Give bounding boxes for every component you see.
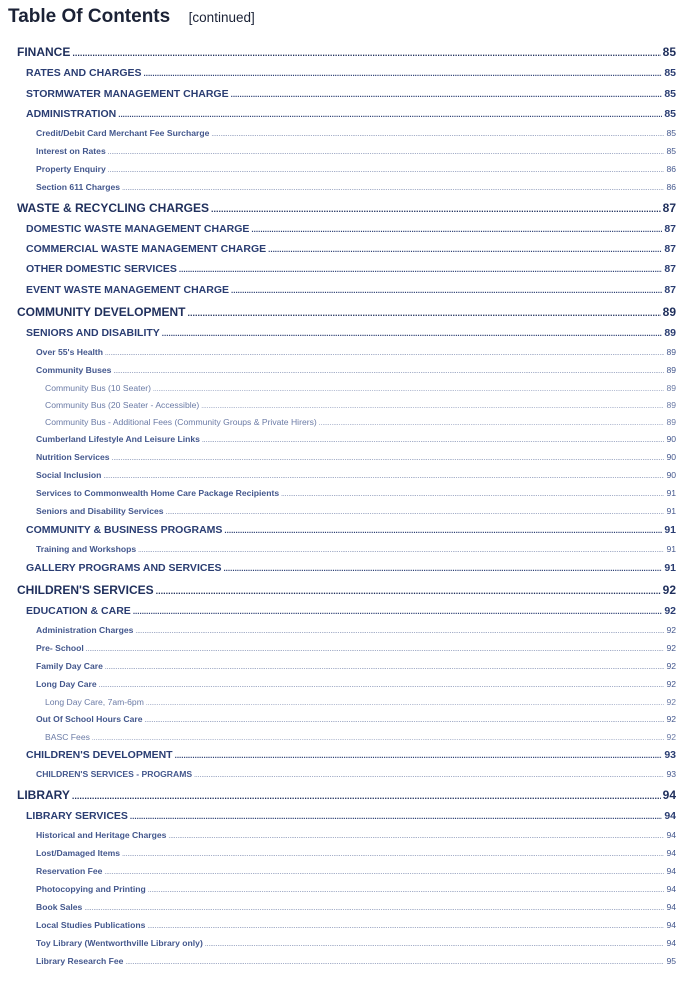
toc-entry-page-number: 95 [666,956,676,966]
toc-entry-label: Seniors and Disability Services [36,506,164,516]
toc-entry[interactable] [0,400,676,410]
toc-entry-page-number: 87 [662,201,676,215]
dot-leader [108,167,665,174]
toc-entry[interactable] [0,920,676,930]
toc-entry-page-number: 87 [664,243,676,255]
dot-leader [104,869,664,876]
toc-entry-page-number: 93 [666,769,676,779]
toc-entry-label: Lost/Damaged Items [36,848,121,858]
toc-entry-label: Community Bus - Additional Fees (Community Groups & Private Hirers) [45,417,317,427]
toc-entry-page-number: 89 [664,327,676,339]
toc-entry-page-number: 85 [666,128,676,138]
dot-leader [72,791,661,801]
toc-entry[interactable] [0,108,676,120]
dot-leader [187,308,660,318]
toc-entry-label: Community Bus (10 Seater) [45,383,152,393]
toc-entry-label: Interest on Rates [36,146,106,156]
toc-entry-page-number: 92 [662,583,676,597]
dot-leader [205,941,665,948]
dot-leader [118,110,662,119]
toc-entry[interactable] [0,223,676,235]
toc-entry[interactable] [0,452,676,462]
dot-leader [162,329,663,338]
toc-entry[interactable] [0,128,676,138]
toc-entry[interactable] [0,956,676,966]
page-title: Table Of Contents [8,6,171,27]
toc-entry-page-number: 85 [664,108,676,120]
dot-leader [133,607,663,616]
toc-entry-label: Toy Library (Wentworthville Library only) [36,938,203,948]
toc-entry-page-number: 93 [664,749,676,761]
dot-leader [251,225,662,234]
toc-entry[interactable] [0,182,676,192]
toc-entry-page-number: 91 [666,544,676,554]
toc-entry[interactable] [0,164,676,174]
toc-entry[interactable] [0,488,676,498]
toc-entry-label: Community Buses [36,365,112,375]
dot-leader [223,564,662,573]
toc-entry[interactable] [0,788,676,802]
dot-leader [201,403,664,410]
toc-entry-page-number: 85 [664,67,676,79]
toc-entry-page-number: 89 [666,417,676,427]
toc-entry-label: STORMWATER MANAGEMENT CHARGE [26,88,229,100]
toc-entry[interactable] [0,45,676,59]
toc-entry-label: Photocopying and Printing [36,884,146,894]
toc-entry[interactable] [0,470,676,480]
toc-entry-page-number: 91 [664,562,676,574]
toc-entry-label: Training and Workshops [36,544,137,554]
toc-entry[interactable] [0,506,676,516]
toc-entry-page-number: 94 [666,884,676,894]
toc-entry-label: COMMUNITY & BUSINESS PROGRAMS [26,524,223,536]
toc-entry[interactable] [0,263,676,275]
dot-leader [105,664,665,671]
toc-entry-label: GALLERY PROGRAMS AND SERVICES [26,562,222,574]
toc-entry-page-number: 86 [666,164,676,174]
toc-entry-page-number: 89 [666,400,676,410]
toc-entry[interactable] [0,284,676,296]
dot-leader [211,131,664,138]
toc-entry-label: DOMESTIC WASTE MANAGEMENT CHARGE [26,223,250,235]
page-subtitle: [continued] [188,10,255,25]
toc-entry-label: Over 55's Health [36,347,104,357]
toc-entry-page-number: 94 [666,902,676,912]
dot-leader [231,90,663,99]
toc-entry-page-number: 90 [666,434,676,444]
toc-entry[interactable] [0,938,676,948]
toc-entry-label: Long Day Care, 7am-6pm [45,697,144,707]
toc-entry[interactable] [0,714,676,724]
toc-entry-page-number: 94 [664,810,676,822]
toc-entry-page-number: 90 [666,470,676,480]
dot-leader [231,286,662,295]
dot-leader [194,772,664,779]
dot-leader [144,69,663,78]
toc-entry-page-number: 89 [666,365,676,375]
dot-leader [72,48,660,58]
toc-entry[interactable] [0,810,676,822]
toc-entry-label: OTHER DOMESTIC SERVICES [26,263,177,275]
toc-entry[interactable] [0,749,676,761]
toc-entry-label: Library Research Fee [36,956,124,966]
toc-entry-page-number: 92 [666,679,676,689]
toc-entry-label: Reservation Fee [36,866,103,876]
toc-entry[interactable] [0,365,676,375]
toc-entry-label: Social Inclusion [36,470,102,480]
toc-entry-page-number: 94 [666,866,676,876]
dot-leader [179,265,662,274]
toc-entry-page-number: 94 [666,848,676,858]
toc-entry-page-number: 92 [664,605,676,617]
toc-entry-page-number: 92 [666,714,676,724]
toc-entry-label: LIBRARY [17,788,70,802]
dot-leader [281,491,664,498]
toc-entry[interactable] [0,697,676,707]
dot-leader [125,959,664,966]
toc-entry-page-number: 91 [666,506,676,516]
toc-entry[interactable] [0,544,676,554]
toc-entry-label: Credit/Debit Card Merchant Fee Surcharge [36,128,210,138]
toc-entry-label: Cumberland Lifestyle And Leisure Links [36,434,200,444]
toc-entry-page-number: 85 [664,88,676,100]
toc-entry[interactable] [0,902,676,912]
toc-entry-page-number: 92 [666,661,676,671]
toc-entry[interactable] [0,625,676,635]
toc-entry-label: ADMINISTRATION [26,108,117,120]
toc-entry-page-number: 92 [666,643,676,653]
toc-entry-page-number: 89 [666,383,676,393]
dot-leader [135,628,664,635]
toc-entry-label: EVENT WASTE MANAGEMENT CHARGE [26,284,230,296]
toc-entry-label: RATES AND CHARGES [26,67,142,79]
toc-entry-label: LIBRARY SERVICES [26,810,128,822]
dot-leader [153,386,664,393]
toc-entry-page-number: 94 [666,920,676,930]
toc-entry-label: CHILDREN'S SERVICES - PROGRAMS [36,769,193,779]
toc-entry-label: Section 611 Charges [36,182,121,192]
toc-entry[interactable] [0,201,676,215]
toc-entry-page-number: 89 [666,347,676,357]
toc-entry-label: SENIORS AND DISABILITY [26,327,160,339]
toc-entry-page-number: 91 [666,488,676,498]
toc-entry-label: EDUCATION & CARE [26,605,131,617]
toc-entry-label: Services to Commonwealth Home Care Package Recipients [36,488,280,498]
toc-entry-page-number: 92 [666,625,676,635]
toc-entry[interactable] [0,884,676,894]
toc-entry[interactable] [0,583,676,597]
toc-header [8,6,255,28]
toc-entry[interactable] [0,830,676,840]
dot-leader [224,526,662,535]
toc-entry-page-number: 85 [666,146,676,156]
dot-leader [319,420,665,427]
toc-entry-page-number: 94 [666,830,676,840]
toc-entry-label: Property Enquiry [36,164,106,174]
toc-entry-label: Book Sales [36,902,83,912]
toc-entry-label: Out Of School Hours Care [36,714,143,724]
dot-leader [105,350,664,357]
toc-entry-page-number: 94 [662,788,676,802]
toc-entry-page-number: 91 [664,524,676,536]
toc-entry[interactable] [0,434,676,444]
toc-entry-page-number: 92 [666,697,676,707]
toc-entry-page-number: 86 [666,182,676,192]
dot-leader [168,833,664,840]
dot-leader [108,149,665,156]
toc-entry-label: Pre- School [36,643,84,653]
toc-entry[interactable] [0,661,676,671]
toc-entry-label: FINANCE [17,45,71,59]
dot-leader [146,700,665,707]
dot-leader [122,185,664,192]
toc-entry[interactable] [0,67,676,79]
toc-entry[interactable] [0,643,676,653]
toc-entry[interactable] [0,866,676,876]
toc-entry-page-number: 85 [662,45,676,59]
toc-entry[interactable] [0,383,676,393]
toc-entry-page-number: 94 [666,938,676,948]
toc-entry[interactable] [0,848,676,858]
toc-entry-page-number: 92 [666,732,676,742]
toc-entry[interactable] [0,605,676,617]
dot-leader [156,586,661,596]
dot-leader [166,509,665,516]
dot-leader [92,735,665,742]
toc-entry[interactable] [0,243,676,255]
dot-leader [211,204,661,214]
dot-leader [148,887,665,894]
toc-entry[interactable] [0,327,676,339]
toc-entry[interactable] [0,679,676,689]
dot-leader [113,368,664,375]
toc-entry[interactable] [0,524,676,536]
toc-entry[interactable] [0,562,676,574]
dot-leader [86,646,665,653]
dot-leader [103,473,664,480]
dot-leader [175,751,663,760]
toc-entry-label: CHILDREN'S DEVELOPMENT [26,749,173,761]
toc-entry-label: Family Day Care [36,661,103,671]
dot-leader [112,455,665,462]
dot-leader [84,905,664,912]
toc-entry[interactable] [0,88,676,100]
dot-leader [147,923,664,930]
dot-leader [268,245,662,254]
toc-entry[interactable] [0,769,676,779]
toc-entry-label: COMMUNITY DEVELOPMENT [17,305,186,319]
toc-entry-label: Community Bus (20 Seater - Accessible) [45,400,200,410]
toc-entry-page-number: 89 [662,305,676,319]
toc-entry-label: Local Studies Publications [36,920,146,930]
toc-entry-page-number: 87 [664,223,676,235]
dot-leader [130,812,662,821]
toc-entry-page-number: 90 [666,452,676,462]
dot-leader [138,547,664,554]
toc-entry-page-number: 87 [664,263,676,275]
dot-leader [122,851,664,858]
toc-entry-label: Nutrition Services [36,452,110,462]
toc-entry[interactable] [0,732,676,742]
toc-entry[interactable] [0,417,676,427]
toc-entry-label: COMMERCIAL WASTE MANAGEMENT CHARGE [26,243,267,255]
dot-leader [99,682,665,689]
toc-entry-label: WASTE & RECYCLING CHARGES [17,201,210,215]
dot-leader [202,437,664,444]
toc-entry-label: BASC Fees [45,732,90,742]
toc-entry[interactable] [0,305,676,319]
toc-entry-page-number: 87 [664,284,676,296]
toc-entry-label: Administration Charges [36,625,134,635]
toc-entry-label: CHILDREN'S SERVICES [17,583,154,597]
toc-entry[interactable] [0,347,676,357]
dot-leader [144,717,664,724]
toc-entry-label: Long Day Care [36,679,97,689]
toc-entry-label: Historical and Heritage Charges [36,830,167,840]
toc-entry[interactable] [0,146,676,156]
